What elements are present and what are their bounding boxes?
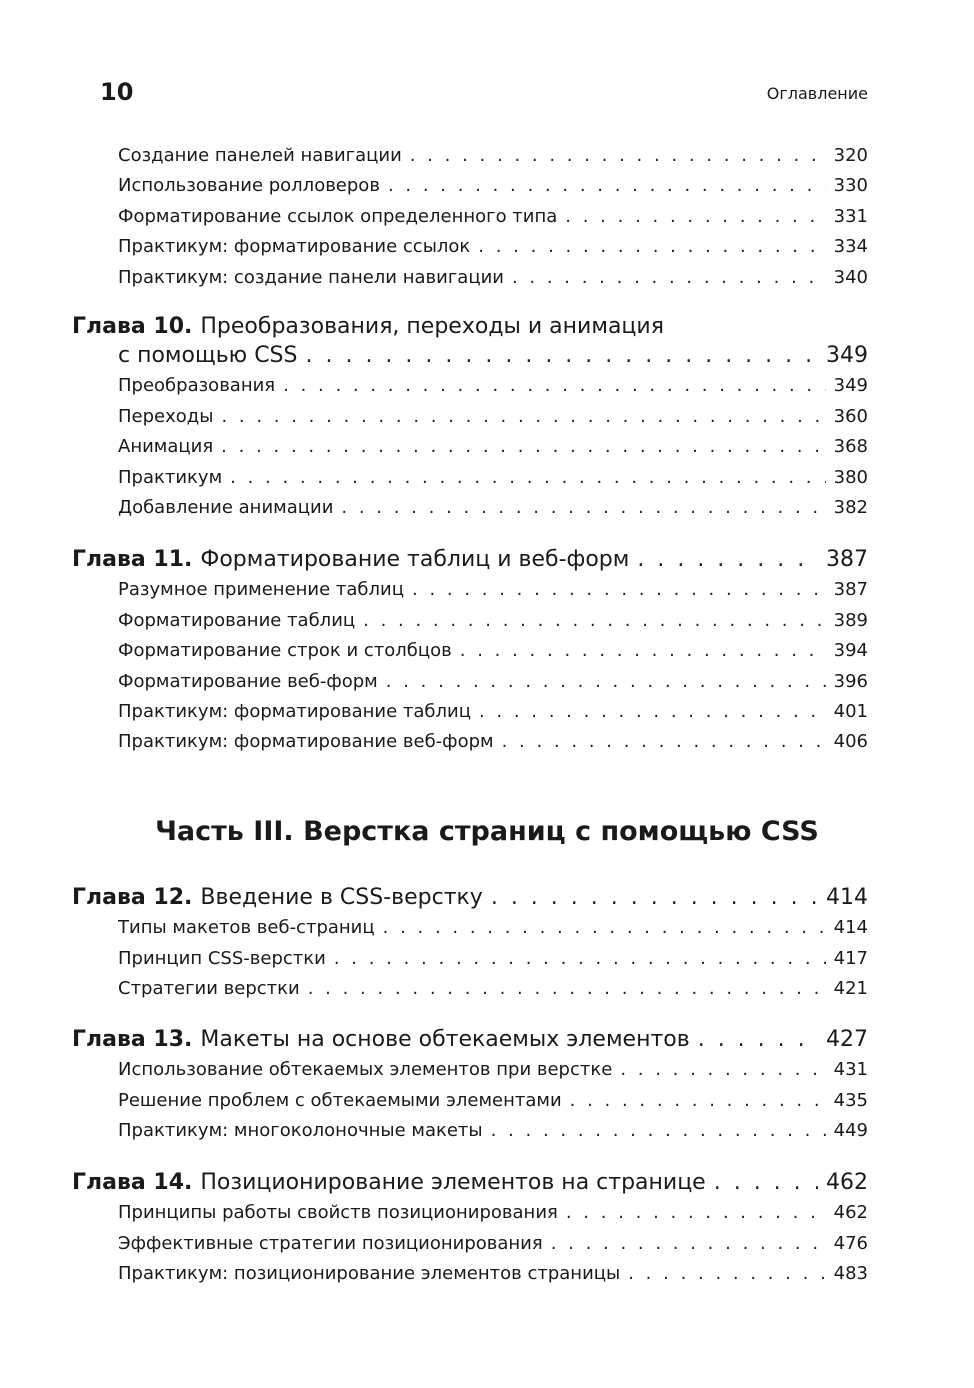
section-title: Форматирование ссылок определенного типа [118,205,558,227]
section-title: Типы макетов веб-страниц [118,917,375,939]
page-number: 10 [100,78,134,106]
chapter-row[interactable] [72,1025,868,1055]
toc-chapter-10 [72,313,868,523]
section-title: Форматирование веб-форм [118,670,378,692]
section-page: 431 [833,1059,868,1081]
section-title: Стратегии верстки [118,978,300,1000]
section-page: 331 [833,205,868,227]
section-title: Форматирование строк и столбцов [118,640,452,662]
section-page: 417 [833,947,868,969]
chapter-page: 349 [826,343,868,368]
toc-section-row[interactable] [118,263,868,293]
toc-section-row[interactable] [118,1229,868,1259]
toc-section-row[interactable] [118,697,868,727]
toc-section-row[interactable] [118,463,868,493]
chapter-title: Форматирование таблиц и веб-форм [200,547,630,572]
section-title: Практикум: форматирование веб-форм [118,731,494,753]
chapter-page: 427 [826,1027,868,1052]
toc-continued-sections [72,141,868,293]
section-page: 394 [833,640,868,662]
leader-dots [221,432,825,462]
chapter-title: Макеты на основе обтекаемых элементов [200,1027,690,1052]
toc-section-row[interactable] [118,727,868,757]
chapter-page: 387 [826,547,868,572]
leader-dots [283,371,826,401]
section-page: 387 [833,579,868,601]
leader-dots [363,606,826,636]
section-page: 462 [833,1202,868,1224]
running-head: Оглавление [766,84,868,103]
toc-section-row[interactable] [118,171,868,201]
toc-section-row[interactable] [118,606,868,636]
section-title: Практикум: форматирование ссылок [118,236,471,258]
leader-dots [388,171,826,201]
toc-section-row[interactable] [118,1198,868,1228]
leader-dots [551,1229,826,1259]
leader-dots [410,141,826,171]
leader-dots [502,727,826,757]
leader-dots [386,667,826,697]
section-page: 320 [833,145,868,166]
chapter-label: Глава 11. [72,547,193,572]
section-title: Форматирование таблиц [118,609,356,631]
section-title: Принципы работы свойств позиционирования [118,1202,558,1224]
leader-dots [341,493,825,523]
chapter-row[interactable] [72,1168,868,1198]
leader-dots [570,1086,826,1116]
section-page: 401 [833,700,868,722]
leader-dots [491,883,818,913]
leader-dots [628,1259,825,1289]
leader-dots [714,1168,818,1198]
chapter-title: Преобразования, переходы и анимация [200,314,664,339]
toc-section-row[interactable] [118,944,868,974]
part-title: Часть III. Верстка страниц с помощью CSS [155,816,819,847]
leader-dots [491,1116,826,1146]
section-title: Анимация [118,436,214,458]
section-title: Разумное применение таблиц [118,579,404,601]
leader-dots [479,697,826,727]
chapter-title: Введение в CSS-верстку [200,885,483,910]
chapter-title-continuation[interactable] [118,341,868,371]
section-page: 421 [833,978,868,1000]
chapter-title-cont: с помощью CSS [118,343,298,368]
chapter-label: Глава 12. [72,885,193,910]
leader-dots [566,1198,826,1228]
chapter-page: 414 [826,885,868,910]
section-title: Создание панелей навигации [118,145,402,166]
chapter-label: Глава 13. [72,1027,193,1052]
section-title: Преобразования [118,375,276,397]
section-page: 476 [833,1232,868,1254]
chapter-title-line[interactable] [72,313,868,341]
leader-dots [334,944,826,974]
leader-dots [478,232,825,262]
section-title: Решение проблем с обтекаемыми элементами [118,1089,562,1111]
section-title: Добавление анимации [118,496,334,518]
toc-section-row[interactable] [118,636,868,666]
toc-section-row[interactable] [118,1116,868,1146]
toc-section-row[interactable] [118,667,868,697]
section-title: Практикум: форматирование таблиц [118,700,471,722]
section-page: 330 [833,175,868,197]
toc-chapter-13 [72,1025,868,1147]
leader-dots [383,913,826,943]
toc-section-row[interactable] [118,493,868,523]
section-page: 414 [833,917,868,939]
leader-dots [221,402,825,432]
section-title: Практикум: создание панели навигации [118,266,504,288]
section-page: 435 [833,1089,868,1111]
section-page: 382 [833,496,868,518]
chapter-row[interactable] [72,883,868,913]
section-title: Практикум: многоколоночные макеты [118,1120,483,1142]
section-page: 389 [833,609,868,631]
section-title: Эффективные стратегии позиционирования [118,1232,543,1254]
toc-section-row[interactable] [118,1086,868,1116]
leader-dots [512,263,826,293]
section-page: 368 [833,436,868,458]
toc-section-row[interactable] [118,1259,868,1289]
leader-dots [565,202,825,232]
section-page: 380 [833,466,868,488]
chapter-page: 462 [826,1170,868,1195]
section-page: 360 [833,405,868,427]
section-title: Использование ролловеров [118,175,380,197]
toc-section-row[interactable] [118,432,868,462]
toc-chapter-14 [72,1168,868,1290]
toc-section-row[interactable] [118,575,868,605]
chapter-title: Позиционирование элементов на странице [200,1170,706,1195]
toc-section-row[interactable] [118,402,868,432]
section-page: 449 [833,1120,868,1142]
section-title: Практикум: позиционирование элементов страницы [118,1263,621,1285]
leader-dots [305,341,818,371]
section-title: Использование обтекаемых элементов при верстке [118,1059,613,1081]
chapter-label: Глава 10. [72,314,193,339]
leader-dots [308,974,826,1004]
toc-section-row[interactable] [118,232,868,262]
toc-section-row[interactable] [118,202,868,232]
toc-section-row[interactable] [118,913,868,943]
section-page: 483 [833,1263,868,1285]
toc-section-row[interactable] [118,1055,868,1085]
section-page: 340 [833,266,868,288]
section-page: 406 [833,731,868,753]
leader-dots [412,575,826,605]
chapter-row[interactable] [72,545,868,575]
toc-chapter-12 [72,883,868,1005]
toc-chapter-11 [72,545,868,758]
toc-section-row[interactable] [118,371,868,401]
chapter-label: Глава 14. [72,1170,193,1195]
section-page: 334 [833,236,868,258]
section-title: Переходы [118,405,214,427]
leader-dots [637,545,818,575]
leader-dots [230,463,825,493]
leader-dots [460,636,826,666]
toc-section-row[interactable] [118,141,868,171]
leader-dots [620,1055,825,1085]
section-title: Принцип CSS-верстки [118,947,326,969]
section-page: 349 [833,375,868,397]
section-page: 396 [833,670,868,692]
toc-section-row[interactable] [118,974,868,1004]
leader-dots [698,1025,818,1055]
section-title: Практикум [118,466,223,488]
